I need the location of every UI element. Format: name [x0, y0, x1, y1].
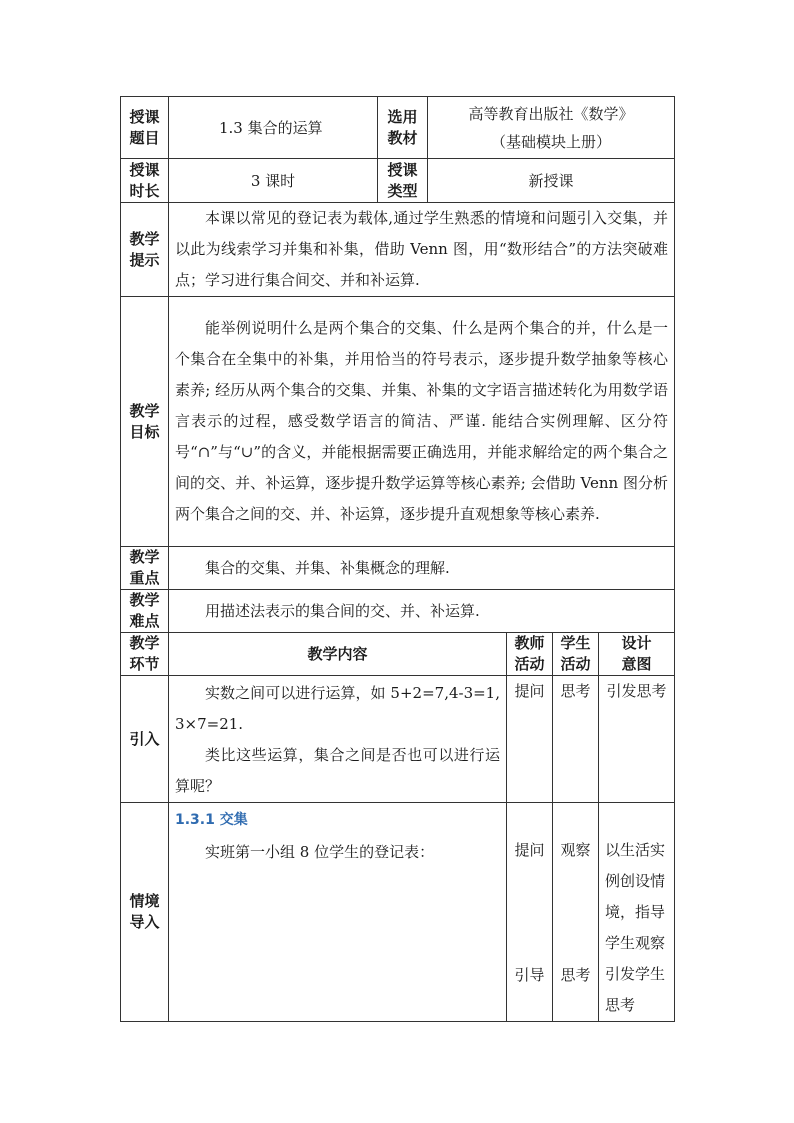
duration-value: 3 课时	[169, 159, 378, 203]
type-label: 授课 类型	[378, 159, 428, 203]
type-value: 新授课	[428, 159, 675, 203]
topic-value	[169, 97, 378, 159]
goals-row	[121, 297, 675, 547]
situation-teacher2: 引导	[514, 966, 545, 984]
situation-design2: 引发学生思考	[605, 965, 666, 1014]
student-activity-header: 学生 活动	[553, 633, 599, 676]
difficulties-label: 教学 难点	[121, 590, 169, 633]
goals-text: 能举例说明什么是两个集合的交集、什么是两个集合的并，什么是一个集合在全集中的补集，并用恰当的符号表示，逐步提升数学抽象等核心素养; 经历从两个集合的交集、并集、补集的文字语言描述转化为用数学语言表示的过程，感受数学语言的简洁、严谨. 能结合实例理解、区分符号“∩”与“∪”的含义，并能根据需要正确选用，并能求解给定的两个集合之间的交、并、补运算，逐步提升数学运算等核心素养; 会借助 Venn 图分析两个集合之间的交、并、补运算，逐步提升直观想象等核心素养.	[175, 319, 669, 523]
situation-design1: 以生活实例创设情境，指导学生观察	[605, 841, 666, 952]
difficulties-text: 用描述法表示的集合间的交、并、补运算.	[205, 601, 480, 620]
textbook-label: 选用 教材	[378, 97, 428, 159]
duration-row	[121, 159, 675, 203]
situation-row	[121, 803, 675, 1022]
goals-label: 教学 目标	[121, 297, 169, 547]
situation-design-intent	[599, 803, 675, 1022]
key-points-content	[169, 547, 675, 590]
situation-student2: 思考	[560, 966, 591, 984]
tips-content	[169, 203, 675, 297]
topic-label: 授课 题目	[121, 97, 169, 159]
tips-row	[121, 203, 675, 297]
situation-teacher-activity	[507, 803, 553, 1022]
textbook-value	[428, 97, 675, 159]
textbook-line1: 高等教育出版社《数学》	[468, 104, 634, 123]
intro-content	[169, 676, 507, 803]
situation-para1: 实班第一小组 8 位学生的登记表：	[205, 843, 435, 861]
topic-text: 1.3 集合的运算	[219, 119, 323, 137]
key-points-row	[121, 547, 675, 590]
process-header-row	[121, 633, 675, 676]
tips-text: 本课以常见的登记表为载体,通过学生熟悉的情境和问题引入交集，并以此为线索学习并集和补集，借助 Venn 图，用“数形结合”的方法突破难点；学习进行集合间交、并和补运算.	[175, 209, 669, 289]
lesson-plan-table	[120, 96, 675, 1022]
situation-student1: 观察	[560, 841, 591, 859]
difficulties-row	[121, 590, 675, 633]
intro-step-label: 引入	[121, 676, 169, 803]
design-intent-header: 设计 意图	[599, 633, 675, 676]
situation-step-label: 情境 导入	[121, 803, 169, 1022]
intro-student-activity: 思考	[553, 676, 599, 803]
topic-row	[121, 97, 675, 159]
situation-content	[169, 803, 507, 1022]
section-title-intersection: 1.3.1 交集	[175, 812, 248, 828]
intro-teacher-activity: 提问	[507, 676, 553, 803]
key-points-label: 教学 重点	[121, 547, 169, 590]
key-points-text: 集合的交集、并集、补集概念的理解.	[205, 558, 450, 577]
situation-teacher1: 提问	[514, 841, 545, 859]
intro-para1: 实数之间可以进行运算，如 5+2=7,4-3=1, 3×7=21.	[175, 684, 500, 733]
teacher-activity-header: 教师 活动	[507, 633, 553, 676]
step-header: 教学 环节	[121, 633, 169, 676]
goals-content	[169, 297, 675, 547]
difficulties-content	[169, 590, 675, 633]
intro-design-intent: 引发思考	[599, 676, 675, 803]
duration-label: 授课 时长	[121, 159, 169, 203]
intro-row	[121, 676, 675, 803]
intro-para2: 类比这些运算，集合之间是否也可以进行运算呢？	[175, 746, 500, 795]
textbook-line2: （基础模块上册）	[491, 132, 612, 151]
tips-label: 教学 提示	[121, 203, 169, 297]
situation-student-activity	[553, 803, 599, 1022]
content-header: 教学内容	[169, 633, 507, 676]
